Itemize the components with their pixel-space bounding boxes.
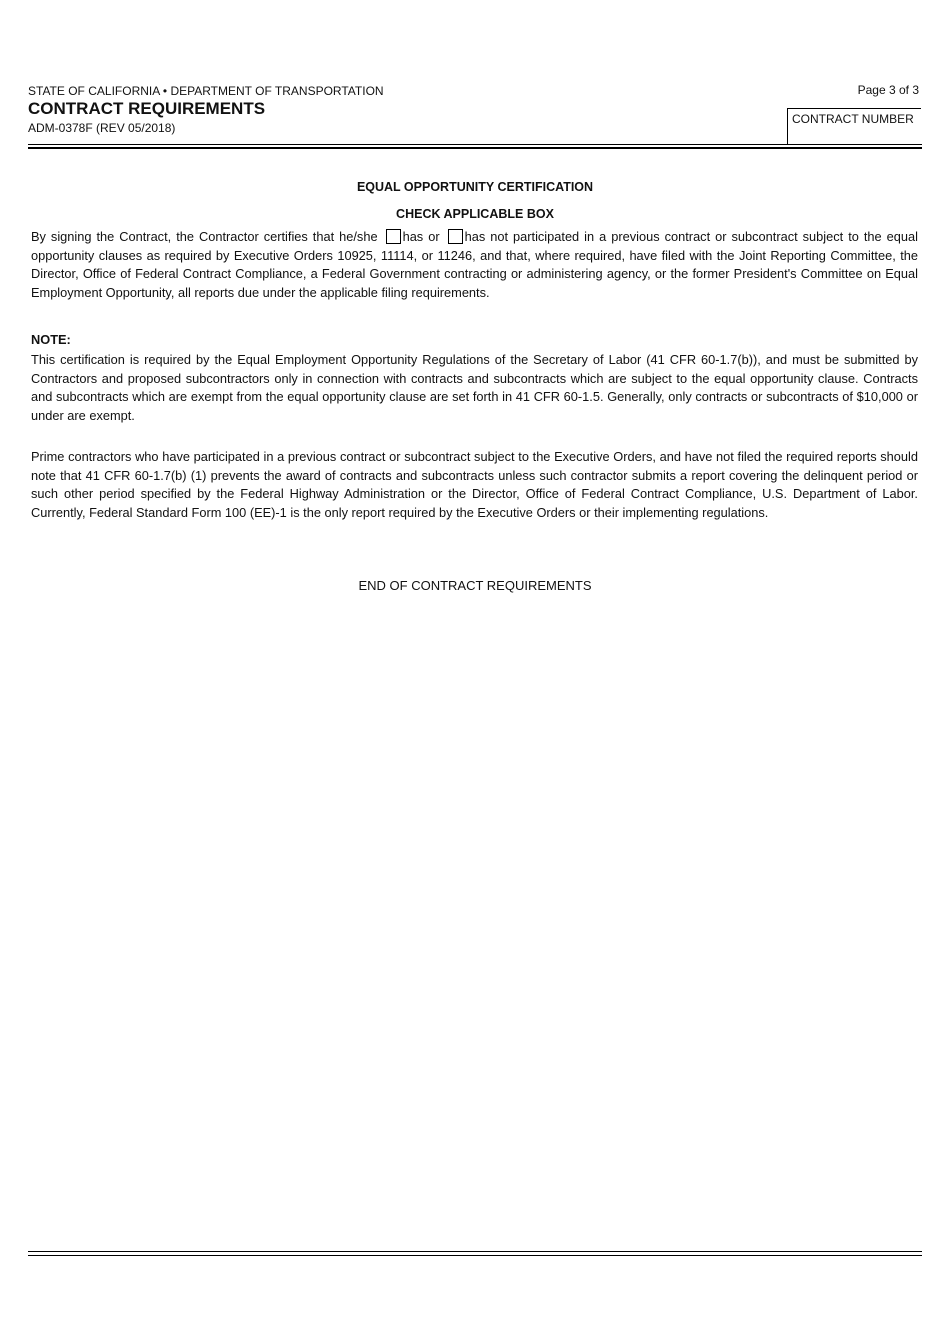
certification-paragraph xyxy=(31,228,918,302)
section-title: EQUAL OPPORTUNITY CERTIFICATION xyxy=(356,180,594,194)
header-divider-thin xyxy=(28,144,922,145)
contract-number-field[interactable] xyxy=(787,108,921,144)
note-label: NOTE: xyxy=(31,332,71,347)
form-header xyxy=(28,84,384,135)
certification-body: participated in a previous contract or subcontract subject to the equal opportunity clauses as required by Executive Orders 10925, 11114, or 11246, and that, where required, have filed with the Joint Reporting Committee, the Director, Office of Federal Contract Compliance, a Federal Government contracting or administering agency, or the former President's Committee on Equal Employment Opportunity, all reports due under the applicable filing requirements. xyxy=(31,229,918,300)
certification-lead: By signing the Contract, the Contractor certifies that he/she xyxy=(31,229,378,244)
note-paragraph-1: This certification is required by the Equal Employment Opportunity Regulations of the Secretary of Labor (41 CFR 60-1.7(b)), and must be submitted by Contractors and proposed subcontractors only in connection with contracts and subcontracts which are subject to the equal opportunity clause. Contracts and subcontracts which are exempt from the equal opportunity clause are set forth in 41 CFR 60-1.5. Generally, only contracts or subcontracts of $10,000 or under are exempt. xyxy=(31,352,918,423)
note-paragraph-2: Prime contractors who have participated in a previous contract or subcontract subject to the Executive Orders, and have not filed the required reports should note that 41 CFR 60-1.7(b) (1) prevents the award of contracts and subcontracts unless such contractor submits a report covering the delinquent period or such other period specified by the Federal Highway Administration or the Director, Office of Federal Contract Compliance, U.S. Department of Labor. Currently, Federal Standard Form 100 (EE)-1 is the only report required by the Executive Orders or their implementing regulations. xyxy=(31,449,918,520)
form-number: ADM-0378F (REV 05/2018) xyxy=(28,121,176,135)
section-subtitle: CHECK APPLICABLE BOX xyxy=(396,207,554,221)
agency-line: STATE OF CALIFORNIA • DEPARTMENT OF TRANSPORTATION xyxy=(28,84,384,98)
has-checkbox[interactable] xyxy=(386,229,401,244)
header-divider-thick xyxy=(28,147,922,149)
contract-number-label: CONTRACT NUMBER xyxy=(792,112,914,126)
end-of-requirements: END OF CONTRACT REQUIREMENTS xyxy=(358,578,592,593)
has-not-checkbox[interactable] xyxy=(448,229,463,244)
page-number: Page 3 of 3 xyxy=(857,83,919,97)
form-title: CONTRACT REQUIREMENTS xyxy=(28,99,266,118)
footer-divider-thin-bottom xyxy=(28,1255,922,1256)
has-not-label: has not xyxy=(464,229,509,244)
has-label: has or xyxy=(402,229,440,244)
footer-divider-thin-top xyxy=(28,1251,922,1252)
